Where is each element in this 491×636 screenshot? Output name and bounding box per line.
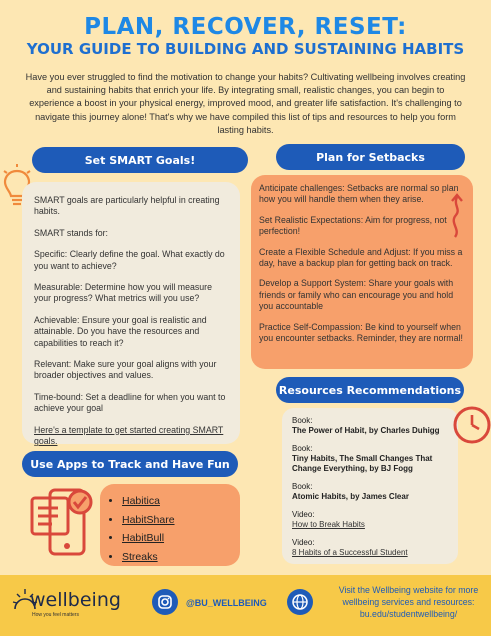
resource-item (292, 510, 450, 530)
setbacks-tip: Create a Flexible Schedule and Adjust: If you miss a day, have a backup plan for getting back on track. (259, 246, 463, 269)
smart-paragraph: Specific: Clearly define the goal. What exactly do you want to achieve? (34, 249, 225, 271)
smart-paragraph: Achievable: Ensure your goal is realistic and attainable. Do you have the resources and capabilities to reach it? (34, 314, 207, 348)
smart-goals-heading: Set SMART Goals! (32, 147, 248, 173)
resource-title: The Power of Habit, by Charles Duhigg (292, 426, 440, 435)
resource-title: Atomic Habits, by James Clear (292, 492, 409, 501)
resource-type: Video: (292, 510, 315, 519)
setbacks-tip: Develop a Support System: Share your goals with friends or family who can encourage you and hold you accountable (259, 278, 454, 312)
smart-goals-panel (22, 182, 240, 447)
instagram-icon[interactable] (152, 589, 178, 615)
smart-paragraph: Time-bound: Set a deadline for when you want to achieve your goal (34, 391, 226, 414)
page-title: PLAN, RECOVER, RESET: (84, 14, 407, 40)
resource-video-link[interactable]: How to Break Habits (292, 520, 365, 529)
smart-paragraph: SMART goals are particularly helpful in creating habits. (34, 195, 220, 217)
apps-panel (100, 484, 240, 566)
resource-item (292, 416, 450, 436)
website-link[interactable]: Visit the Wellbeing website for more wellbeing services and resources: bu.edu/studentwellbeing/ (338, 585, 479, 619)
logo-tagline: How you feel matters (32, 612, 79, 618)
app-link-habitbull[interactable]: • HabitBull (122, 529, 230, 548)
footer (0, 575, 491, 636)
resource-type: Book: (292, 416, 313, 425)
page-subtitle: YOUR GUIDE TO BUILDING AND SUSTAINING HABITS (26, 40, 465, 58)
apps-heading: Use Apps to Track and Have Fun (22, 451, 238, 477)
smart-paragraph: Measurable: Determine how you will measure your progress? What metrics will you use? (34, 282, 212, 304)
resource-item (292, 482, 450, 502)
resource-type: Video: (292, 538, 315, 547)
resources-heading: Resources Recommendations (276, 377, 464, 403)
resource-item (292, 444, 450, 474)
smart-paragraph: Relevant: Make sure your goal aligns with your broader objectives and values. (34, 359, 217, 381)
resource-video-link[interactable]: 8 Habits of a Successful Student (292, 548, 408, 557)
setbacks-heading: Plan for Setbacks (276, 144, 465, 170)
smart-paragraph: SMART stands for: (34, 227, 108, 238)
resources-panel (282, 408, 458, 564)
instagram-handle[interactable]: @BU_WELLBEING (186, 598, 267, 608)
arrow-up-icon (447, 193, 467, 244)
globe-icon[interactable] (287, 589, 313, 615)
app-link-habitshare[interactable]: • HabitShare (122, 511, 230, 530)
phone-checklist-icon (28, 480, 100, 565)
setbacks-tip: Set Realistic Expectations: Aim for progress, not perfection! (259, 214, 447, 237)
resource-type: Book: (292, 482, 313, 491)
wellbeing-logo: wellbeing (30, 589, 121, 611)
app-link-streaks[interactable]: • Streaks (122, 548, 230, 567)
smart-template-link[interactable]: Here's a template to get started creating SMART goals. (34, 424, 224, 447)
clock-icon (451, 404, 491, 451)
setbacks-panel (251, 175, 473, 369)
resource-item (292, 538, 450, 558)
setbacks-tip: Practice Self-Compassion: Be kind to yourself when you encounter setbacks. Reminder, they are normal! (259, 321, 463, 344)
resource-title: Tiny Habits, The Small Changes That Change Everything, by BJ Fogg (292, 454, 433, 473)
resource-type: Book: (292, 444, 313, 453)
intro-text: Have you ever struggled to find the motivation to change your habits? Cultivating wellbeing involves creating and sustaining habits that enrich your life. By integrating small, realistic changes, you can begin to experience a boost in your physical energy, improved mood, and greater life satisfaction. It's challenging to navigate this journey alone! That's why we have compiled this list of tips and resources to help you form lasting habits. (25, 72, 466, 135)
setbacks-tip: Anticipate challenges: Setbacks are normal so plan how you will handle them when they arise. (259, 183, 459, 205)
app-link-habitica[interactable]: • Habitica (122, 492, 230, 511)
